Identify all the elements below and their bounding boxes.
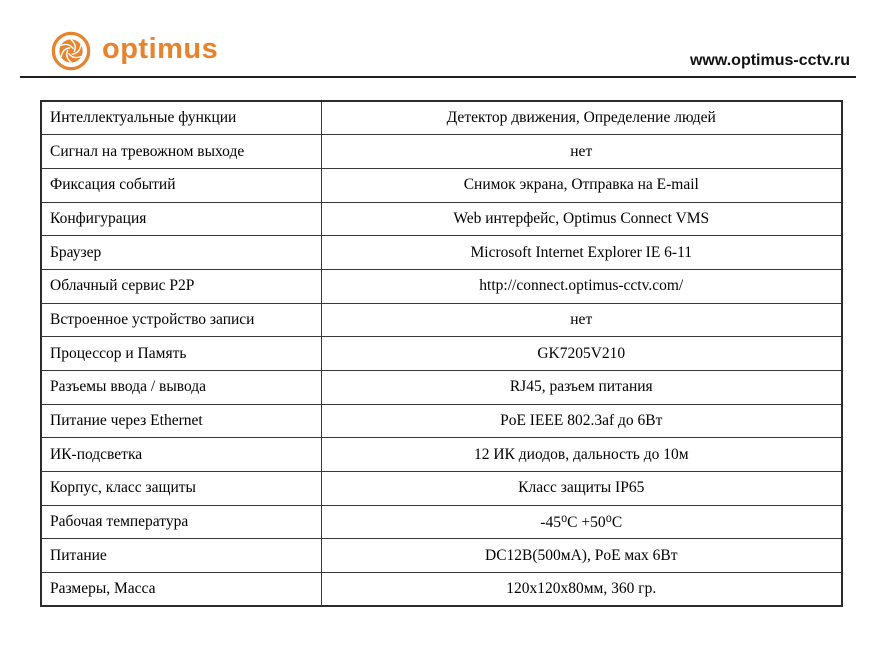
spec-label: Питание через Ethernet <box>41 404 321 438</box>
spec-label: Фиксация событий <box>41 168 321 202</box>
table-row <box>41 472 842 506</box>
spec-value: Web интерфейс, Optimus Connect VMS <box>321 202 842 236</box>
spec-value: Класс защиты IP65 <box>321 472 842 506</box>
table-row <box>41 269 842 303</box>
spec-value: http://connect.optimus-cctv.com/ <box>321 269 842 303</box>
spec-table-body <box>41 101 842 606</box>
spec-label: Конфигурация <box>41 202 321 236</box>
spec-label: Сигнал на тревожном выходе <box>41 135 321 169</box>
table-row <box>41 438 842 472</box>
spec-value: RJ45, разъем питания <box>321 371 842 405</box>
table-row <box>41 539 842 573</box>
spec-label: Процессор и Память <box>41 337 321 371</box>
spec-value: 120x120x80мм, 360 гр. <box>321 573 842 607</box>
spec-value: Снимок экрана, Отправка на E-mail <box>321 168 842 202</box>
header-divider-rule <box>20 76 856 78</box>
table-row <box>41 303 842 337</box>
spec-label: Встроенное устройство записи <box>41 303 321 337</box>
spec-value: -45⁰C +50⁰C <box>321 505 842 539</box>
table-row <box>41 573 842 607</box>
spec-label: Облачный сервис P2P <box>41 269 321 303</box>
spec-value: GK7205V210 <box>321 337 842 371</box>
spec-label: Питание <box>41 539 321 573</box>
spec-value: PoE IEEE 802.3af до 6Вт <box>321 404 842 438</box>
spec-value: Детектор движения, Определение людей <box>321 101 842 135</box>
optimus-aperture-icon <box>50 30 92 72</box>
table-row <box>41 505 842 539</box>
table-row <box>41 135 842 169</box>
spec-value: нет <box>321 135 842 169</box>
table-row <box>41 168 842 202</box>
table-row <box>41 337 842 371</box>
spec-label: Размеры, Масса <box>41 573 321 607</box>
spec-label: ИК-подсветка <box>41 438 321 472</box>
spec-label: Корпус, класс защиты <box>41 472 321 506</box>
spec-value: 12 ИК диодов, дальность до 10м <box>321 438 842 472</box>
table-row <box>41 101 842 135</box>
spec-label: Разъемы ввода / вывода <box>41 371 321 405</box>
spec-label: Рабочая температура <box>41 505 321 539</box>
spec-label: Интеллектуальные функции <box>41 101 321 135</box>
website-url: www.optimus-cctv.ru <box>689 52 850 69</box>
spec-label: Браузер <box>41 236 321 270</box>
spec-value: нет <box>321 303 842 337</box>
table-row <box>41 404 842 438</box>
spec-value: Microsoft Internet Explorer IE 6-11 <box>321 236 842 270</box>
spec-table <box>40 100 843 607</box>
table-row <box>41 236 842 270</box>
spec-value: DC12В(500мА), PoE мах 6Вт <box>321 539 842 573</box>
optimus-logo <box>50 30 218 72</box>
table-row <box>41 202 842 236</box>
logo-wordmark: optimus <box>102 32 219 65</box>
table-row <box>41 371 842 405</box>
